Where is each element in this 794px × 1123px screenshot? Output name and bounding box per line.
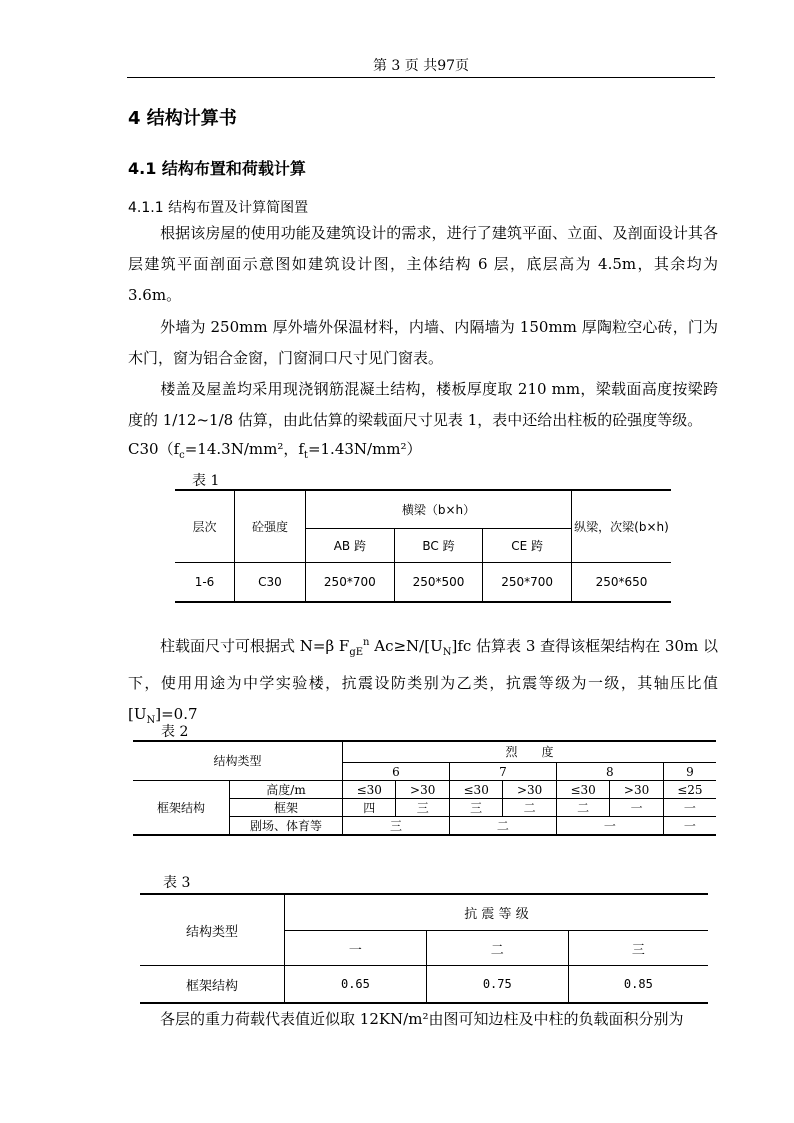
table-row	[140, 966, 708, 1004]
table2-header-type: 结构类型	[133, 741, 343, 781]
table1-subheader-ab: AB 跨	[306, 529, 395, 563]
table2-row-theater-label: 剧场、体育等	[230, 817, 343, 836]
table3-level-2: 二	[426, 931, 568, 966]
paragraph-3: 楼盖及屋盖均采用现浇钢筋混凝土结构，楼板厚度取 210 mm，梁载面高度按梁跨度的 1/12~1/8 估算，由此估算的梁载面尺寸见表 1，表中还给出柱板的砼强度等级。	[128, 380, 718, 429]
subsection-heading: 4.1.1 结构布置及计算简图置	[128, 200, 309, 216]
table2-frame-cell: 三	[396, 799, 449, 817]
table2-intensity-7: 7	[449, 763, 556, 781]
axial-ratio-table	[140, 893, 708, 1004]
table1-header-transverse: 横梁（b×h）	[306, 490, 572, 529]
table2-group-label: 框架结构	[133, 781, 230, 836]
table3-value-1: 0.65	[285, 966, 427, 1004]
table1-cell-strength: C30	[235, 563, 306, 603]
page-header: 第 3 页 共97页	[372, 58, 470, 74]
table2-height-cell: >30	[610, 781, 663, 799]
table1-cell-layer: 1-6	[175, 563, 235, 603]
table2-height-cell: >30	[503, 781, 556, 799]
table2-height-cell: ≤25	[663, 781, 716, 799]
table2-frame-cell: 二	[503, 799, 556, 817]
table1-cell-long: 250*650	[572, 563, 672, 603]
table2-frame-cell: 三	[449, 799, 502, 817]
table2-theater-cell: 一	[556, 817, 663, 836]
table2-intensity-8: 8	[556, 763, 663, 781]
beam-section-table	[175, 489, 671, 603]
table1-cell-ce: 250*700	[483, 563, 572, 603]
paragraph-5: 各层的重力荷载代表值近似取 12KN/m²由图可知边柱及中柱的负载面积分别为	[160, 1010, 684, 1028]
table1-caption: 表 1	[192, 473, 220, 489]
table-row	[133, 781, 716, 799]
table1-header-strength: 砼强度	[235, 490, 306, 563]
paragraph-1: 根据该房屋的使用功能及建筑设计的需求，进行了建筑平面、立面、及剖面设计其各层建筑平面剖面示意图如建筑设计图，主体结构 6 层，底层高为 4.5m，其余均为 3.6m。	[128, 224, 718, 304]
table2-row-frame-label: 框架	[230, 799, 343, 817]
table2-theater-cell: 一	[663, 817, 716, 836]
paragraph-4: 柱载面尺寸可根据式 N=β $F_{gE}^n$ $Ac\ge N/[U_N]fc$ 估算表 3 查得该框架结构在 30m 以下，使用用途为中学实验楼，抗震设防类别为乙类，抗震等级为一级，其轴压比值 $[U_N]=0.7$	[128, 637, 718, 726]
table2-theater-cell: 三	[343, 817, 450, 836]
table2-height-cell: ≤30	[343, 781, 396, 799]
table2-theater-cell: 二	[449, 817, 556, 836]
table3-header-level: 抗 震 等 级	[285, 894, 709, 931]
table2-frame-cell: 四	[343, 799, 396, 817]
table1-cell-ab: 250*700	[306, 563, 395, 603]
section-heading: 4.1 结构布置和荷载计算	[128, 159, 306, 178]
table3-row-label: 框架结构	[140, 966, 285, 1004]
table1-subheader-ce: CE 跨	[483, 529, 572, 563]
paragraph-2: 外墙为 250mm 厚外墙外保温材料，内墙、内隔墙为 150mm 厚陶粒空心砖，门为木门，窗为铝合金窗，门窗洞口尺寸见门窗表。	[128, 318, 718, 367]
table1-subheader-bc: BC 跨	[394, 529, 483, 563]
table3-caption: 表 3	[163, 875, 191, 891]
table2-header-intensity: 烈 度	[343, 741, 717, 763]
table-row	[175, 563, 671, 603]
table3-level-1: 一	[285, 931, 427, 966]
table2-height-cell: ≤30	[556, 781, 609, 799]
seismic-grade-table	[133, 740, 716, 836]
table1-header-layer: 层次	[175, 490, 235, 563]
table2-intensity-6: 6	[343, 763, 450, 781]
table2-frame-cell: 二	[556, 799, 609, 817]
table2-frame-cell: 一	[610, 799, 663, 817]
table2-intensity-9: 9	[663, 763, 716, 781]
table3-value-2: 0.75	[426, 966, 568, 1004]
table2-frame-cell: 一	[663, 799, 716, 817]
concrete-strength-line: $C30(f_c=14.3N$/mm²，$f_t=1.43N/mm^2$）	[128, 440, 422, 461]
table3-header-type: 结构类型	[140, 894, 285, 966]
chapter-heading: 4 结构计算书	[128, 108, 237, 129]
header-divider	[127, 77, 715, 78]
table1-cell-bc: 250*500	[394, 563, 483, 603]
table3-level-3: 三	[568, 931, 708, 966]
table2-row-height-label: 高度/m	[230, 781, 343, 799]
table1-header-longitudinal: 纵梁，次梁(b×h)	[572, 490, 672, 563]
table2-height-cell: >30	[396, 781, 449, 799]
table2-caption: 表 2	[161, 724, 189, 740]
table2-height-cell: ≤30	[449, 781, 502, 799]
table3-value-3: 0.85	[568, 966, 708, 1004]
